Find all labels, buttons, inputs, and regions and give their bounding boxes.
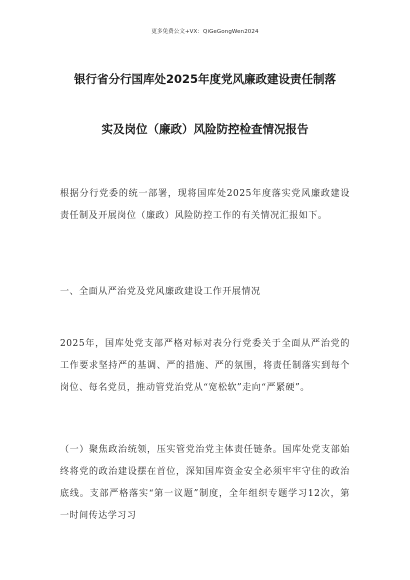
body-paragraph: 2025年，国库处党支部严格对标对表分行党委关于全面从严治党的工作要求坚持严的基调、严的措施、严的氛围，将责任制落实到每个岗位、每名党员，推动管党治党从“宽松软”走向“严紧硬”。 <box>60 339 350 393</box>
section-heading: 一、全面从严治党及党风廉政建设工作开展情况 <box>60 287 261 297</box>
document-title-line-2: 实及岗位（廉政）风险防控检查情况报告 <box>101 122 309 136</box>
document-title-line-1: 银行省分行国库处2025年度党风廉政建设责任制落 <box>73 72 336 86</box>
intro-paragraph: 根据分行党委的统一部署，现将国库处2025年度落实党风廉政建设责任制及开展岗位（廉政）风险防控工作的有关情况汇报如下。 <box>60 189 350 221</box>
body-paragraph-subsection: （一）聚焦政治统领，压实管党治党主体责任链条。国库处党支部始终将党的政治建设摆在首位，深知国库资金安全必须牢牢守住的政治底线。支部严格落实“第一议题”制度，全年组织专题学习12次，第一时间传达学习习 <box>60 445 350 521</box>
header-note: 更多免费公文+VX：QiGeGongWen2024 <box>151 29 259 35</box>
